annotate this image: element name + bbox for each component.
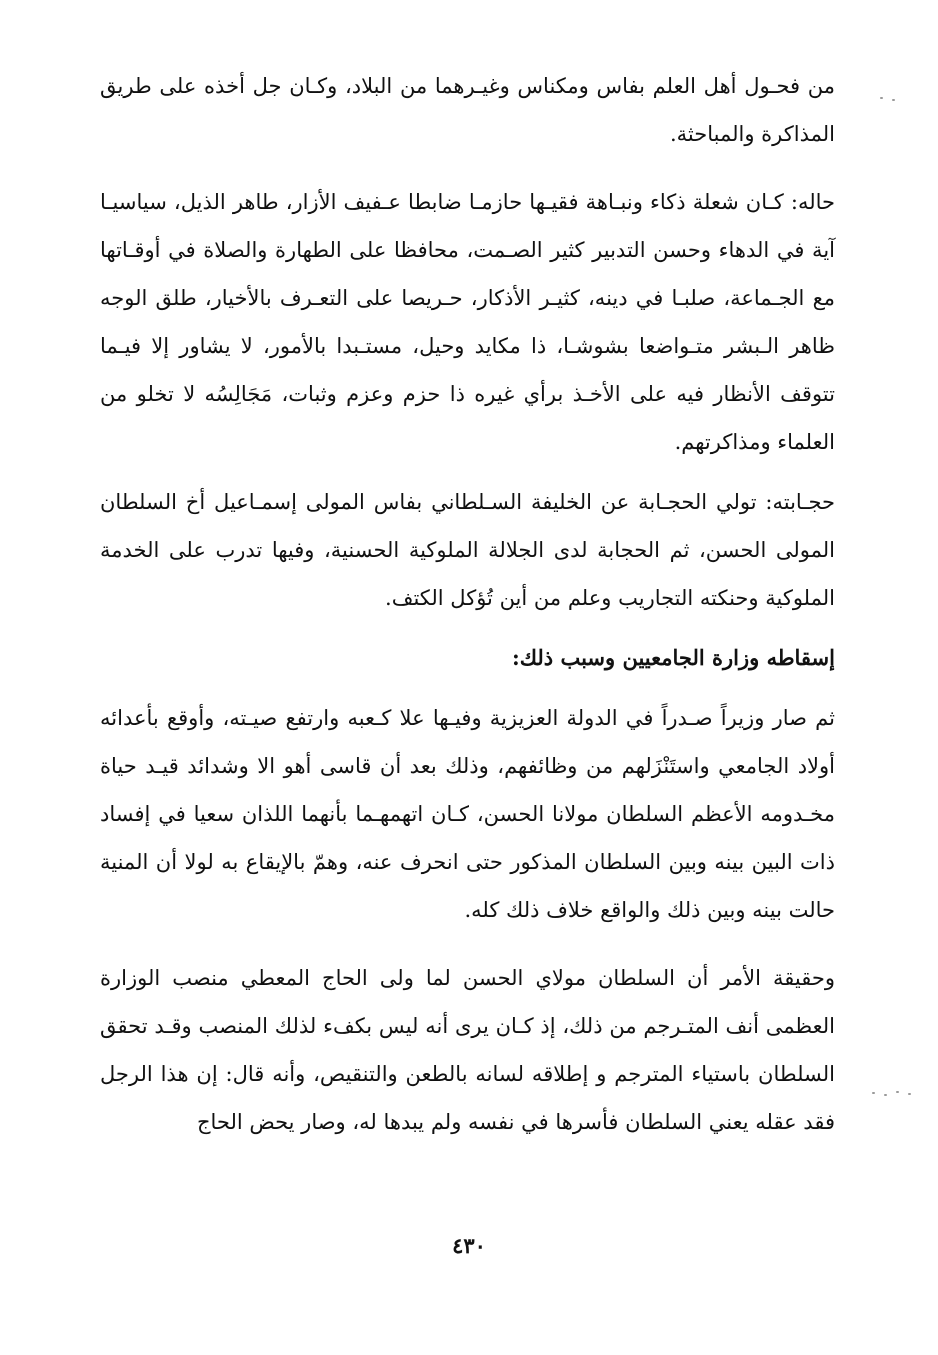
paragraph-vizier: ثم صار وزيراً صـدراً في الدولة العزيزية وفيـها علا كـعبه وارتفع صيـته، وأوقع بأعدائه أولاد الجامعي واستَنْزَلهم من وظائفهم، وذلك بعد أن قاسى أهو الا وشدائد قيـد حياة مخـدومه الأعظم السلطان مولانا الحسن، كـان اتهمهـما بأنهما اللذان سعيا في إفساد ذات البين بينه وبين السلطان المذكور حتى انحرف عنه، وهمّ بالإيقاع به لولا أن المنية حالت بينه وبين ذلك والواقع خلاف ذلك كله. [100, 706, 835, 922]
scan-speck [896, 1091, 899, 1093]
paragraph-intro: من فحـول أهل العلم بفاس ومكناس وغيـرهما من البلاد، وكـان جل أخذه على طريق المذاكرة والمباحثة. [100, 74, 835, 146]
body-text [100, 62, 835, 1146]
scan-speck [884, 1094, 887, 1096]
page-number: ٤٣٠ [452, 1233, 486, 1258]
paragraph-truth: وحقيقة الأمر أن السلطان مولاي الحسن لما ولى الحاج المعطي منصب الوزارة العظمى أنف المتـرجم من ذلك، إذ كـان يرى أنه ليس بكفء لذلك المنصب وقـد تحقق السلطان باستياء المترجم و إطلاقه لسانه بالطعن والتنقيص، وأنه قال: إن هذا الرجل فقد عقله يعني السلطان فأسرها في نفسه ولم يبدها له، وصار يحض الحاج [100, 966, 835, 1134]
scan-speck [892, 99, 895, 101]
paragraph-description: حاله: كـان شعلة ذكاء ونبـاهة فقيـها حازمـا ضابطا عـفيف الأزار، طاهر الذيل، سياسيـا آية في الدهاء وحسن التدبير كثير الصـمت، محافظا على الطهارة والصلاة في أوقـاتها مع الجـماعة، صلبـا في دينه، كثيـر الأذكار، حـريصا على التعـرف بالأخيار، طلق الوجه ظاهر الـبشر متـواضعا بشوشـا، ذا مكايد وحيل، مستـبدا بالأمور، لا يشاور إلا فيـما تتوقف الأنظار فيه على الأخـذ برأي غيره ذا حزم وعزم وثبات، مَجَالِسُه لا تخلو من العلماء ومذاكرتهم. [100, 190, 835, 454]
scan-speck [872, 1092, 875, 1094]
section-heading: إسقاطه وزارة الجامعيين وسبب ذلك: [511, 645, 835, 670]
scan-speck [908, 1093, 911, 1095]
scan-speck [880, 97, 883, 99]
paragraph-chamberlainship: حجـابته: تولي الحجـابة عن الخليفة السـلطاني بفاس المولى إسمـاعيل أخ السلطان المولى الحسن، ثم الحجابة لدى الجلالة الملوكية الحسنية، وفيها تدرب على الخدمة الملوكية وحنكته التجاريب وعلم من أين تُؤكل الكتف. [100, 490, 835, 610]
